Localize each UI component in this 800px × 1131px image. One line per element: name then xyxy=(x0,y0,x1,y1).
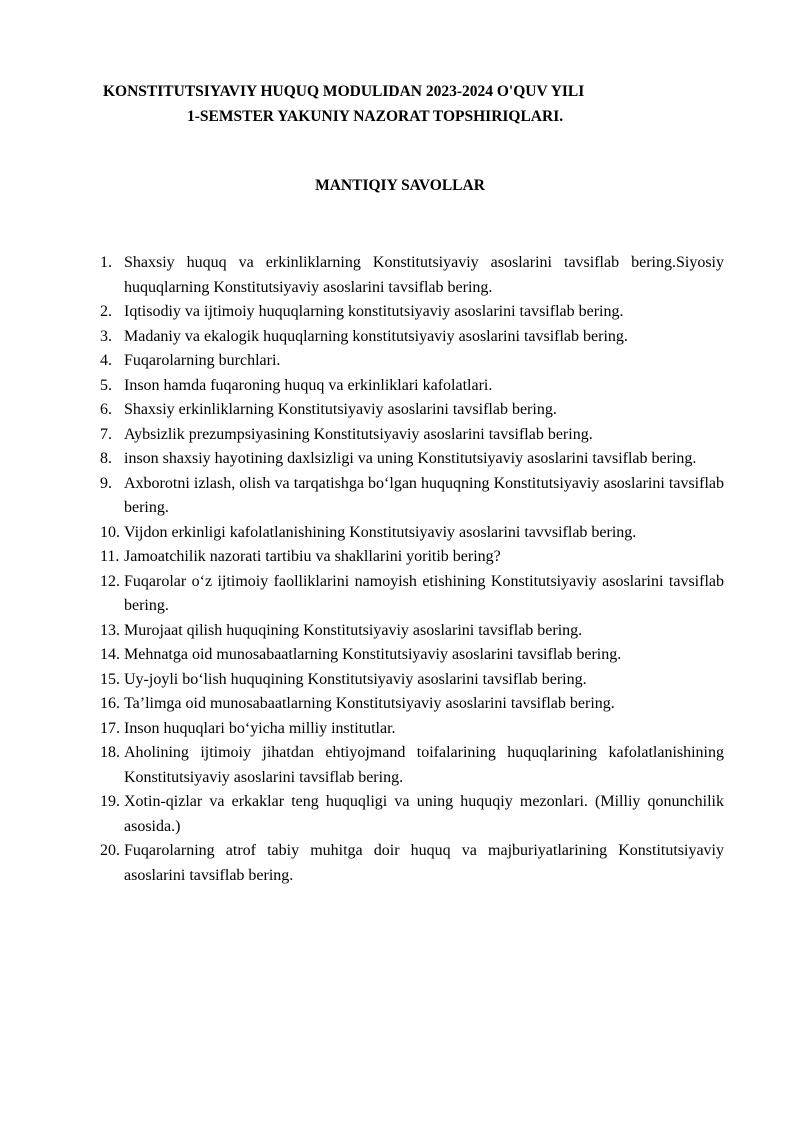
item-text: Aybsizlik prezumpsiyasining Konstitutsiyaviy asoslarini tavsiflab bering. xyxy=(124,425,593,443)
list-item xyxy=(100,643,724,668)
item-text: Fuqarolarning burchlari. xyxy=(124,352,281,369)
item-text: Madaniy va ekalogik huquqlarning konstitutsiyaviy asoslarini tavsiflab bering. xyxy=(124,327,628,345)
item-text: Xotin-qizlar va erkaklar teng huquqligi va uning huquqiy mezonlari. (Milliy qonunchilik asosida.) xyxy=(124,793,724,835)
item-number: 13. xyxy=(100,621,120,639)
item-number: 16. xyxy=(100,695,120,712)
list-item xyxy=(100,398,724,423)
document-title xyxy=(60,79,740,129)
item-number: 18. xyxy=(100,744,120,761)
list-item xyxy=(100,839,724,888)
item-number: 12. xyxy=(100,572,120,590)
item-text: Inson hamda fuqaroning huquq va erkinliklari kafolatlari. xyxy=(124,376,493,394)
list-item xyxy=(100,619,724,644)
item-number: 4. xyxy=(100,352,112,369)
item-number: 6. xyxy=(100,401,112,418)
item-text: Aholining ijtimoiy jihatdan ehtiyojmand toifalarining huquqlarining kafolatlanishining Konstitutsiyaviy asoslarini tavsiflab bering. xyxy=(124,744,724,786)
item-number: 11. xyxy=(100,548,120,565)
item-text: Uy-joyli bo‘lish huquqining Konstitutsiyaviy asoslarini tavsiflab bering. xyxy=(124,670,587,688)
list-item xyxy=(100,374,724,399)
list-item xyxy=(100,570,724,619)
list-item xyxy=(100,692,724,717)
item-number: 5. xyxy=(100,376,112,394)
item-number: 19. xyxy=(100,793,120,810)
list-item xyxy=(100,545,724,570)
item-number: 10. xyxy=(100,523,120,541)
item-text: Fuqarolarning atrof tabiy muhitga doir huquq va majburiyatlarining Konstitutsiyaviy asoslarini tavsiflab bering. xyxy=(124,842,724,884)
item-text: Murojaat qilish huquqining Konstitutsiyaviy asoslarini tavsiflab bering. xyxy=(124,621,583,639)
list-item xyxy=(100,349,724,374)
list-item xyxy=(100,790,724,839)
list-item xyxy=(100,325,724,350)
item-number: 1. xyxy=(100,254,112,271)
item-text: Jamoatchilik nazorati tartibiu va shakllarini yoritib bering? xyxy=(124,548,501,565)
item-number: 7. xyxy=(100,425,112,443)
section-title: MANTIQIY SAVOLLAR xyxy=(315,177,485,194)
item-number: 20. xyxy=(100,842,120,859)
document-title-line-2: 1-SEMSTER YAKUNIY NAZORAT TOPSHIRIQLARI. xyxy=(187,108,564,125)
item-number: 8. xyxy=(100,450,112,467)
list-item xyxy=(100,251,724,300)
item-number: 2. xyxy=(100,303,112,320)
item-text: Shaxsiy erkinliklarning Konstitutsiyaviy asoslarini tavsiflab bering. xyxy=(124,401,557,418)
item-text: inson shaxsiy hayotining daxlsizligi va uning Konstitutsiyaviy asoslarini tavsiflab bering. xyxy=(124,450,697,467)
list-item xyxy=(100,741,724,790)
item-number: 17. xyxy=(100,719,120,737)
questions-list xyxy=(100,251,724,888)
document-title-line-1: KONSTITUTSIYAVIY HUQUQ MODULIDAN 2023-2024 O'QUV YILI xyxy=(103,83,585,100)
item-number: 15. xyxy=(100,670,120,688)
item-text: Ta’limga oid munosabaatlarning Konstitutsiyaviy asoslarini tavsiflab bering. xyxy=(124,695,615,712)
item-number: 9. xyxy=(100,474,112,492)
item-text: Shaxsiy huquq va erkinliklarning Konstitutsiyaviy asoslarini tavsiflab bering.Siyosiy huquqlarning Konstitutsiyaviy asoslarini tavsiflab bering. xyxy=(124,254,724,296)
item-text: Axborotni izlash, olish va tarqatishga bo‘lgan huquqning Konstitutsiyaviy asoslarini tavsiflab bering. xyxy=(124,474,724,516)
list-item xyxy=(100,423,724,448)
list-item xyxy=(100,300,724,325)
list-item xyxy=(100,717,724,742)
list-item xyxy=(100,447,724,472)
item-number: 3. xyxy=(100,327,112,345)
list-item xyxy=(100,668,724,693)
list-item xyxy=(100,472,724,521)
item-text: Iqtisodiy va ijtimoiy huquqlarning konstitutsiyaviy asoslarini tavsiflab bering. xyxy=(124,303,624,320)
list-item xyxy=(100,521,724,546)
item-text: Fuqarolar o‘z ijtimoiy faolliklarini namoyish etishining Konstitutsiyaviy asoslarini tavsiflab bering. xyxy=(124,572,724,614)
item-text: Vijdon erkinligi kafolatlanishining Konstitutsiyaviy asoslarini tavvsiflab bering. xyxy=(124,523,637,541)
item-number: 14. xyxy=(100,646,120,663)
item-text: Mehnatga oid munosabaatlarning Konstitutsiyaviy asoslarini tavsiflab bering. xyxy=(124,646,622,663)
item-text: Inson huquqlari bo‘yicha milliy institutlar. xyxy=(124,719,396,737)
